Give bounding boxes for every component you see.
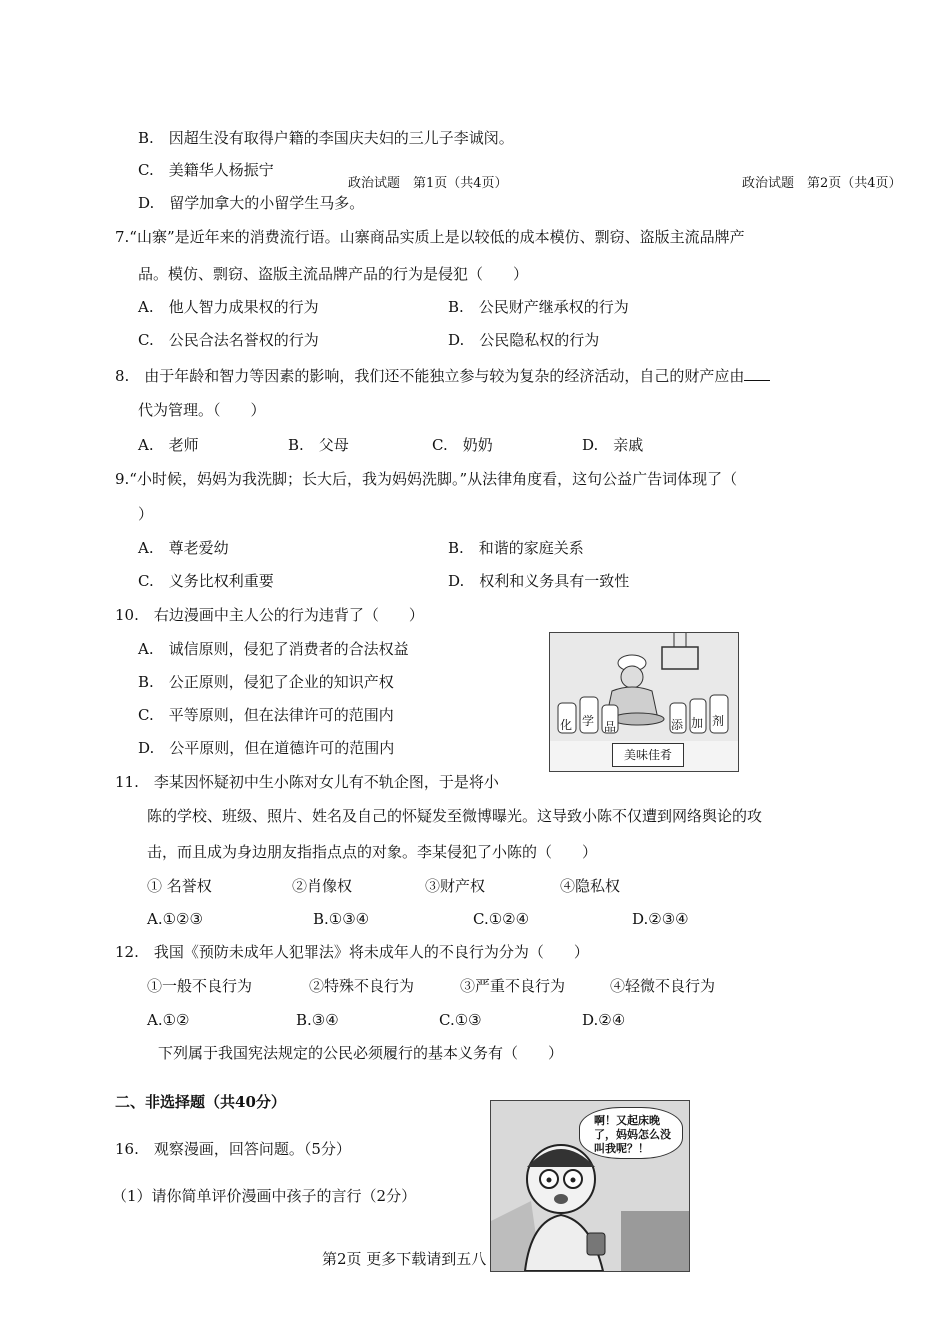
chef-cartoon-illustration [550, 633, 738, 741]
q12-option-c: C.①③ [439, 1011, 482, 1029]
page-footer: 第2页 更多下载请到五八 [322, 1250, 487, 1268]
q11-option-d: D.②③④ [632, 910, 689, 928]
q10-option-d: D. 公平原则，但在道德许可的范围内 [138, 739, 395, 757]
bottle-label: 加 [691, 716, 704, 730]
q6-option-c: C. 美籍华人杨振宁 [138, 161, 274, 179]
bottle-label: 品 [604, 720, 617, 734]
q12-item: ④轻微不良行为 [610, 977, 716, 995]
q10-option-b: B. 公正原则，侵犯了企业的知识产权 [138, 673, 394, 691]
q11-option-a: A.①②③ [147, 910, 203, 928]
q8-option-b: B. 父母 [288, 436, 349, 454]
q9-option-d: D. 权利和义务具有一致性 [448, 572, 630, 590]
q10-cartoon [549, 632, 739, 772]
q6-option-b: B. 因超生没有取得户籍的李国庆夫妇的三儿子李诚闵。 [138, 129, 514, 147]
q16-stem: 16. 观察漫画，回答问题。（5分） [115, 1140, 351, 1158]
q12-item: ①一般不良行为 [147, 977, 253, 995]
q8-stem-line2: 代为管理。（ ） [138, 401, 266, 419]
section-title: 二、非选择题（共40分） [115, 1093, 286, 1111]
q11-item: ③财产权 [425, 877, 486, 895]
q11-option-b: B.①③④ [313, 910, 370, 928]
page-header-1: 政治试题 第1页（共4页） [348, 176, 508, 191]
q11-stem-line2: 陈的学校、班级、照片、姓名及自己的怀疑发至微博曝光。这导致小陈不仅遭到网络舆论的攻 [147, 807, 763, 825]
q8-option-a: A. 老师 [138, 436, 199, 454]
q7-option-b: B. 公民财产继承权的行为 [448, 298, 629, 316]
q16-cartoon [490, 1100, 690, 1272]
q12-option-b: B.③④ [296, 1011, 339, 1029]
q12-option-d: D.②④ [582, 1011, 626, 1029]
q10-option-a: A. 诚信原则，侵犯了消费者的合法权益 [138, 640, 409, 658]
bottle-label: 剂 [712, 714, 725, 728]
q8-stem-line1: 8. 由于年龄和智力等因素的影响，我们还不能独立参与较为复杂的经济活动，自己的财产应由 [115, 366, 770, 386]
q7-stem-line2: 品。模仿、剽窃、盗版主流品牌产品的行为是侵犯（ ） [138, 265, 529, 283]
q6-option-d: D. 留学加拿大的小留学生马多。 [138, 194, 365, 212]
q10-stem: 10. 右边漫画中主人公的行为违背了（ ） [115, 606, 424, 624]
q11-stem-line3: 击，而且成为身边朋友指指点点的对象。李某侵犯了小陈的（ ） [147, 843, 598, 861]
bottle-label: 添 [671, 718, 684, 732]
q8-option-d: D. 亲戚 [582, 436, 644, 454]
q11-item: ④隐私权 [560, 877, 621, 895]
q7-option-a: A. 他人智力成果权的行为 [138, 298, 319, 316]
q16-sub1: （1）请你简单评价漫画中孩子的言行（2分） [112, 1187, 417, 1205]
q8-option-c: C. 奶奶 [432, 436, 493, 454]
q12-item: ②特殊不良行为 [309, 977, 415, 995]
q11-item: ① 名誉权 [147, 877, 212, 895]
q11-item: ②肖像权 [292, 877, 353, 895]
q11-stem-line1: 11. 李某因怀疑初中生小陈对女儿有不轨企图，于是将小 [115, 773, 499, 791]
speech-bubble: 啊！又起床晚了，妈妈怎么没叫我呢？！ [579, 1107, 683, 1159]
q8-blank [744, 366, 770, 381]
q11-option-c: C.①②④ [473, 910, 530, 928]
q12-option-a: A.①② [147, 1011, 190, 1029]
q9-option-b: B. 和谐的家庭关系 [448, 539, 584, 557]
q7-option-d: D. 公民隐私权的行为 [448, 331, 600, 349]
bottle-label: 学 [582, 714, 595, 728]
q9-stem-line2: ） [138, 505, 154, 523]
q9-option-c: C. 义务比权利重要 [138, 572, 274, 590]
q12-item: ③严重不良行为 [460, 977, 566, 995]
page-header-2: 政治试题 第2页（共4页） [742, 176, 902, 191]
q7-option-c: C. 公民合法名誉权的行为 [138, 331, 319, 349]
q9-stem-line1: 9.“小时候，妈妈为我洗脚；长大后，我为妈妈洗脚。”从法律角度看，这句公益广告词体现了（ [115, 470, 738, 488]
q7-stem-line1: 7.“山寨”是近年来的消费流行语。山寨商品实质上是以较低的成本模仿、剽窃、盗版主流品牌产 [115, 228, 745, 246]
q12-stem: 12. 我国《预防未成年人犯罪法》将未成年人的不良行为分为（ ） [115, 943, 589, 961]
q13-stem: 下列属于我国宪法规定的公民必须履行的基本义务有（ ） [158, 1044, 564, 1062]
cartoon-caption: 美味佳肴 [612, 743, 684, 767]
q10-option-c: C. 平等原则，但在法律许可的范围内 [138, 706, 394, 724]
q9-option-a: A. 尊老爱幼 [138, 539, 229, 557]
bottle-label: 化 [560, 718, 573, 732]
